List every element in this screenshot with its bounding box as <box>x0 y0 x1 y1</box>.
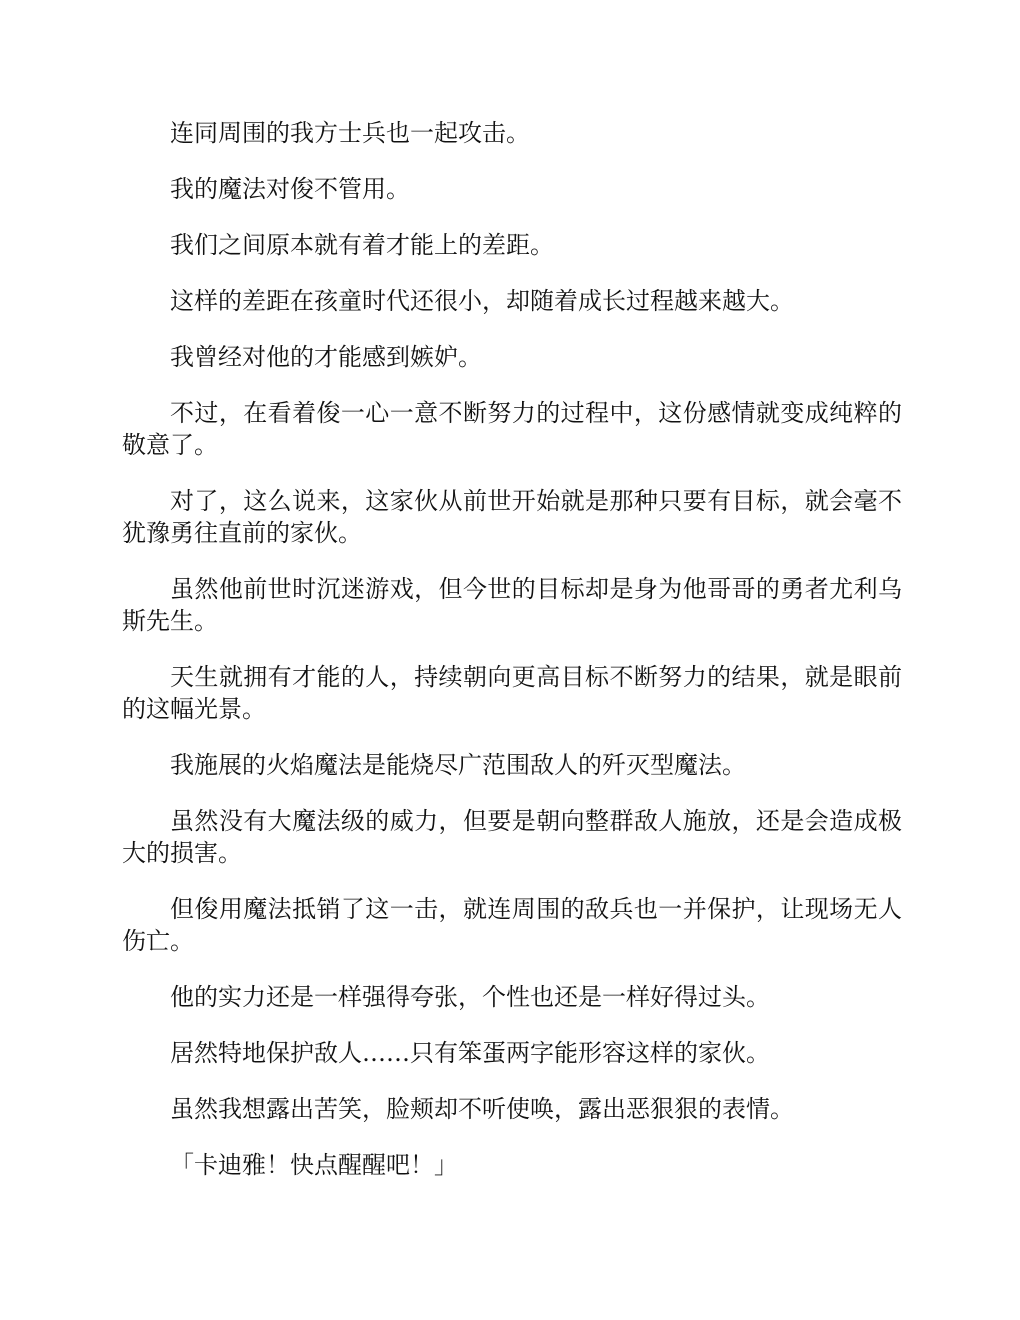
text-body <box>122 117 902 1205</box>
paragraph: 「卡迪雅！快点醒醒吧！」 <box>170 1151 458 1179</box>
paragraph: 不过，在看着俊一心一意不断努力的过程中，这份感情就变成纯粹的敬意了。 <box>122 399 902 459</box>
paragraph: 对了，这么说来，这家伙从前世开始就是那种只要有目标，就会毫不犹豫勇往直前的家伙。 <box>122 487 902 547</box>
paragraph: 天生就拥有才能的人，持续朝向更高目标不断努力的结果，就是眼前的这幅光景。 <box>122 663 902 723</box>
paragraph: 我施展的火焰魔法是能烧尽广范围敌人的歼灭型魔法。 <box>170 751 746 779</box>
paragraph: 虽然他前世时沉迷游戏，但今世的目标却是身为他哥哥的勇者尤利乌斯先生。 <box>122 575 902 635</box>
paragraph: 我的魔法对俊不管用。 <box>170 175 410 203</box>
paragraph: 我曾经对他的才能感到嫉妒。 <box>170 343 482 371</box>
paragraph: 我们之间原本就有着才能上的差距。 <box>170 231 554 259</box>
paragraph: 居然特地保护敌人……只有笨蛋两字能形容这样的家伙。 <box>170 1039 770 1067</box>
paragraph: 虽然没有大魔法级的威力，但要是朝向整群敌人施放，还是会造成极大的损害。 <box>122 807 902 867</box>
paragraph: 虽然我想露出苦笑，脸颊却不听使唤，露出恶狠狠的表情。 <box>170 1095 794 1123</box>
paragraph: 这样的差距在孩童时代还很小，却随着成长过程越来越大。 <box>170 287 794 315</box>
paragraph: 连同周围的我方士兵也一起攻击。 <box>170 119 530 147</box>
paragraph: 但俊用魔法抵销了这一击，就连周围的敌兵也一并保护，让现场无人伤亡。 <box>122 895 902 955</box>
paragraph: 他的实力还是一样强得夸张，个性也还是一样好得过头。 <box>170 983 770 1011</box>
